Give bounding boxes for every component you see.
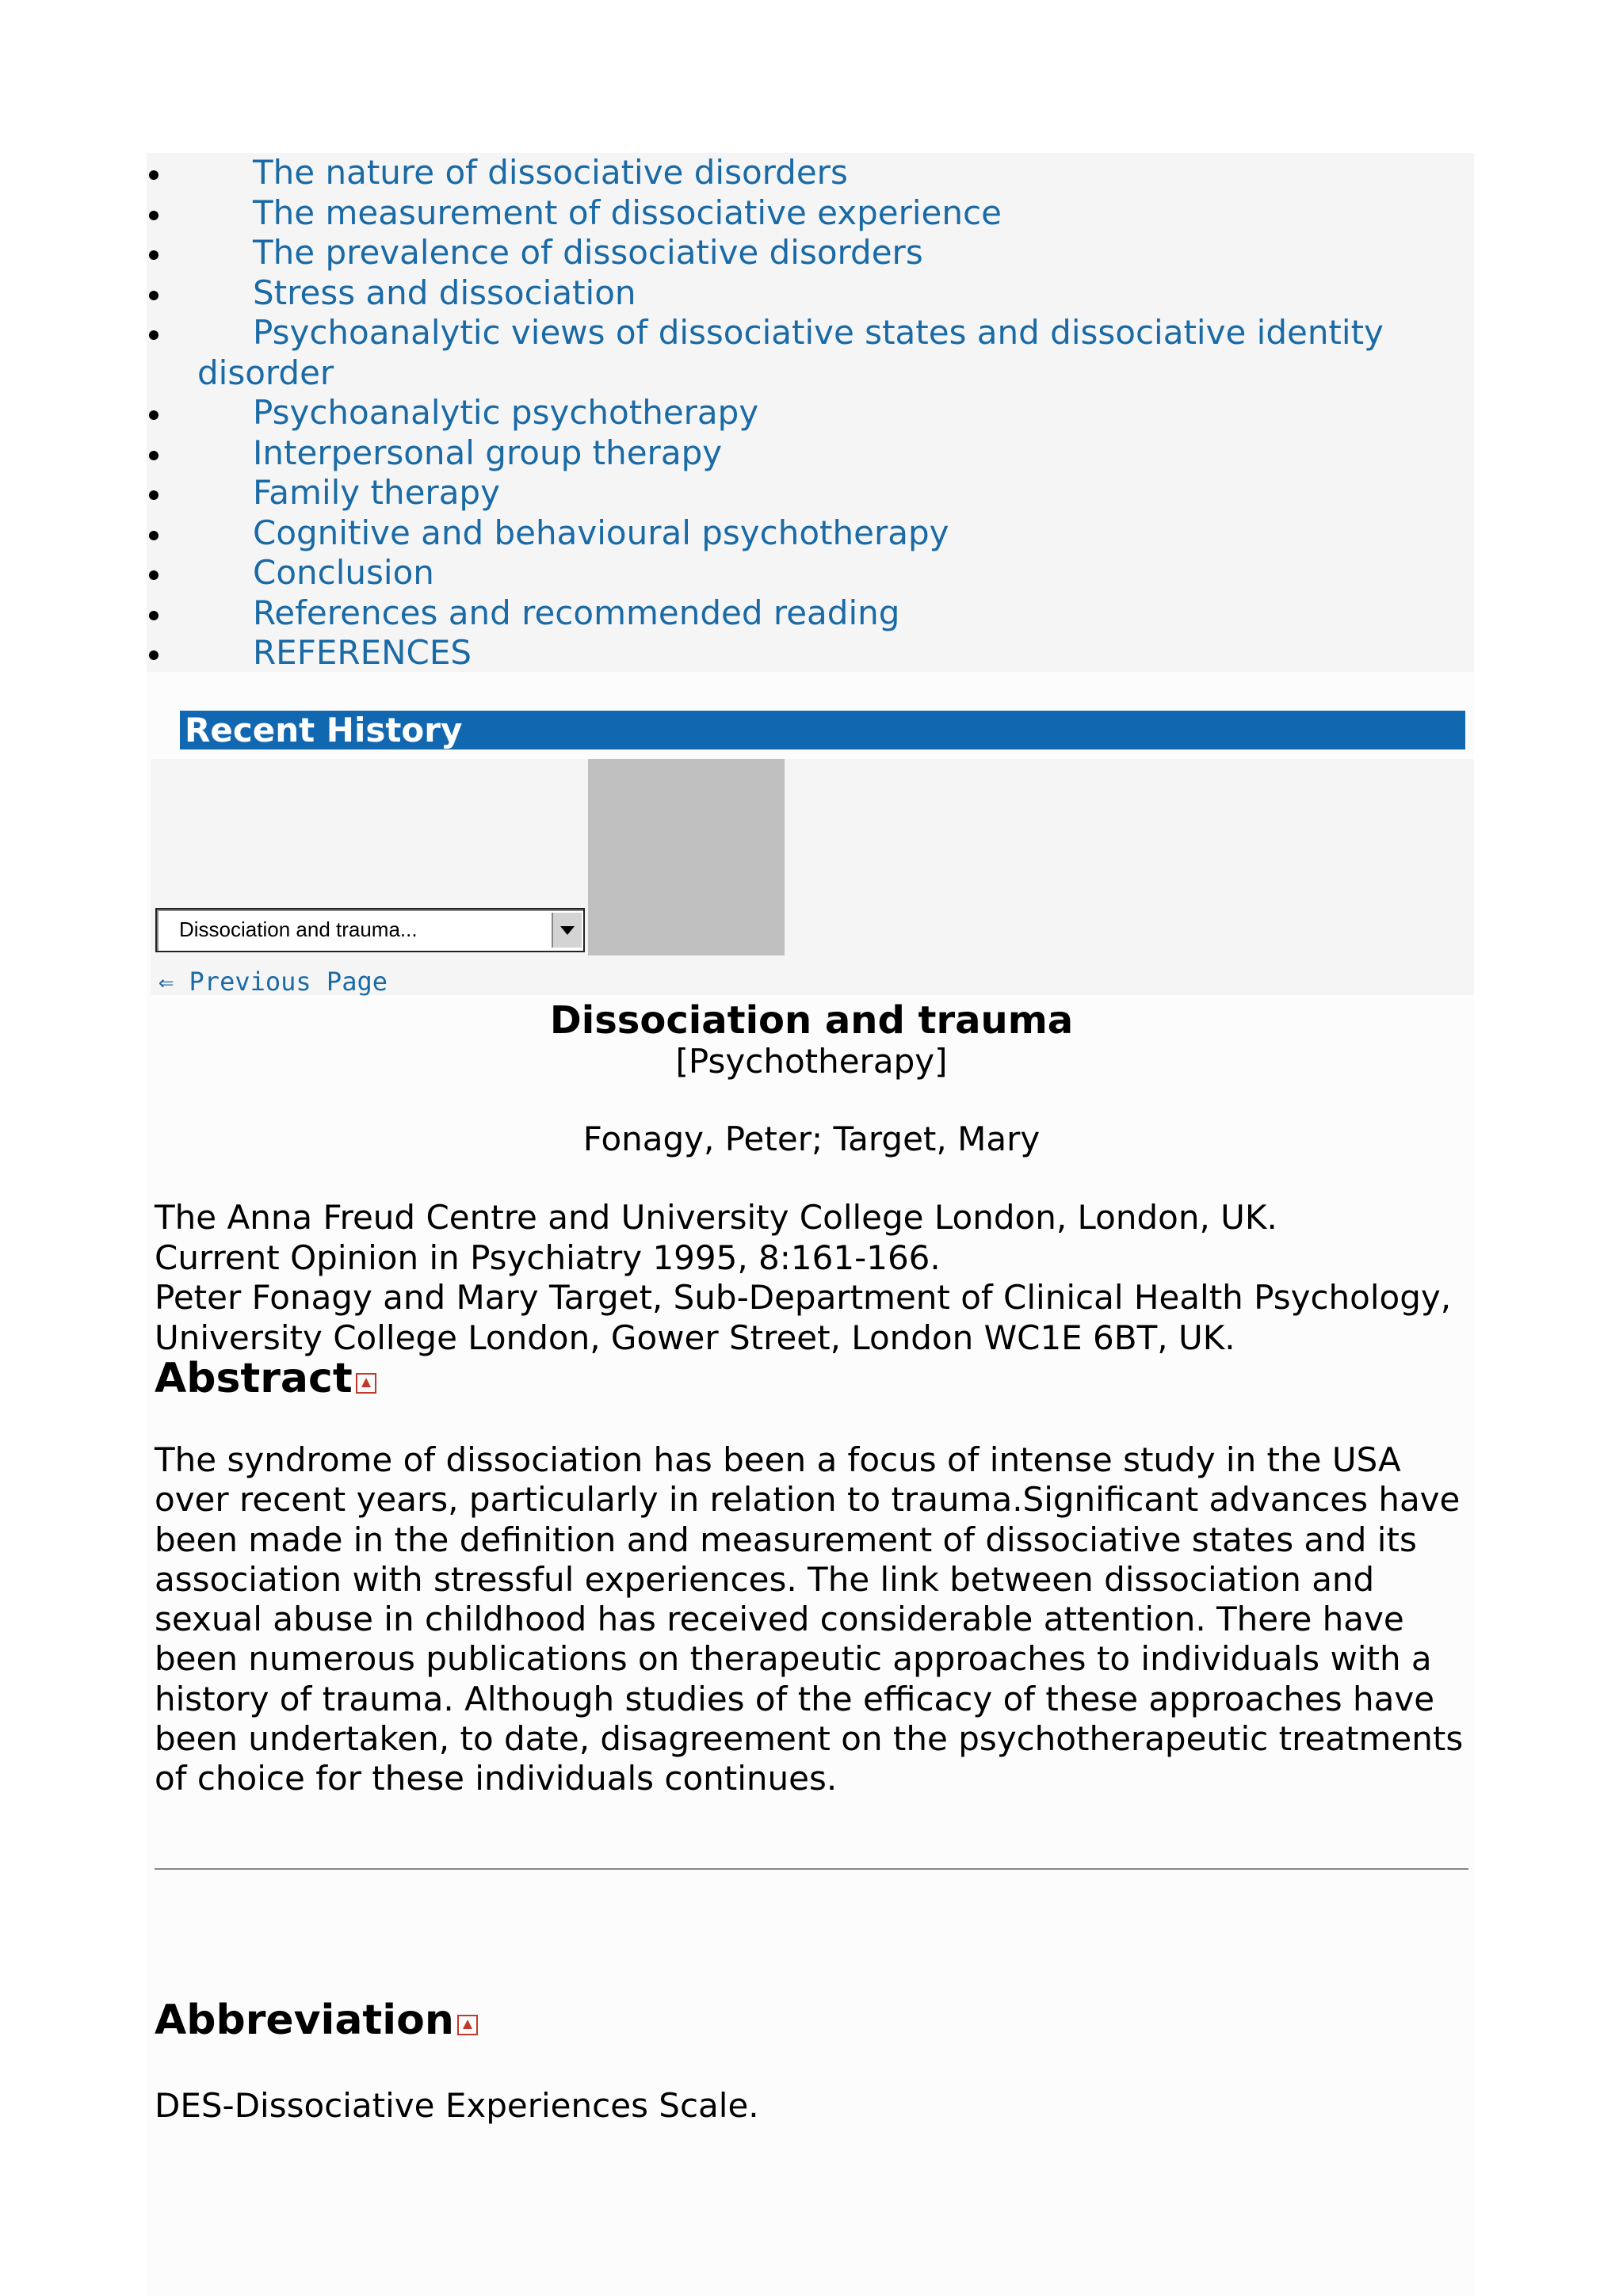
toc-item[interactable]: [147, 273, 1474, 314]
toc-link[interactable]: The nature of dissociative disorders: [253, 153, 848, 192]
abbreviation-heading-text: Abbreviation: [155, 1997, 454, 2044]
toc-link[interactable]: REFERENCES: [253, 633, 472, 672]
toc-link[interactable]: The prevalence of dissociative disorders: [253, 233, 923, 272]
toc-item[interactable]: [147, 473, 1474, 513]
chevron-down-icon[interactable]: [552, 913, 582, 948]
recent-history-panel: [151, 759, 1474, 995]
history-select-value: Dissociation and trauma...: [179, 917, 418, 941]
toc-link[interactable]: The measurement of dissociative experience: [253, 193, 1002, 232]
abbreviation-heading: [155, 1997, 478, 2044]
toc-link[interactable]: Stress and dissociation: [253, 273, 636, 312]
toc-link[interactable]: Family therapy: [253, 473, 500, 512]
affiliation-line: University College London, Gower Street, London WC1E 6BT, UK.: [155, 1318, 1235, 1357]
abstract-line: been numerous publications on therapeutic approaches to individuals with a: [155, 1639, 1432, 1679]
placeholder-image: [588, 759, 785, 955]
previous-page-link[interactable]: ⇐ Previous Page: [158, 967, 388, 997]
abstract-line: of choice for these individuals continues.: [155, 1759, 838, 1798]
abstract-line: sexual abuse in childhood has received considerable attention. There have: [155, 1600, 1404, 1639]
abstract-line: The syndrome of dissociation has been a focus of intense study in the USA: [155, 1440, 1401, 1479]
toc-link[interactable]: Psychoanalytic views of dissociative states and dissociative identity disorder: [197, 313, 1384, 392]
abstract-line: association with stressful experiences. The link between dissociation and: [155, 1559, 1375, 1599]
abstract-line: been undertaken, to date, disagreement on the psychotherapeutic treatments: [155, 1719, 1464, 1759]
toc-item[interactable]: [147, 513, 1474, 554]
abstract-line: history of trauma. Although studies of the efficacy of these approaches have: [155, 1679, 1435, 1718]
article-title: Dissociation and trauma: [549, 998, 1074, 1043]
toc-item[interactable]: [147, 553, 1474, 593]
toc-link[interactable]: References and recommended reading: [253, 593, 900, 632]
abstract-heading-text: Abstract: [155, 1355, 353, 1402]
article-subtitle: [Psychotherapy]: [675, 1042, 948, 1081]
affiliation-line: The Anna Freud Centre and University College London, London, UK.: [155, 1198, 1277, 1237]
abbreviation-text: DES-Dissociative Experiences Scale.: [155, 2086, 759, 2125]
toc-item[interactable]: [147, 433, 1474, 474]
toc-item[interactable]: [147, 633, 1474, 673]
toc-item[interactable]: [147, 393, 1474, 433]
back-to-top-icon[interactable]: [457, 2015, 478, 2035]
recent-history-header: Recent History: [180, 711, 1465, 749]
abstract-text: [155, 1440, 1502, 1799]
toc-link[interactable]: Conclusion: [253, 553, 434, 592]
back-to-top-icon[interactable]: [356, 1373, 376, 1394]
toc-item[interactable]: [147, 233, 1474, 273]
toc-item[interactable]: [147, 313, 1474, 393]
abstract-heading: [155, 1355, 376, 1402]
toc-link[interactable]: Cognitive and behavioural psychotherapy: [253, 513, 949, 552]
affiliation-line: Peter Fonagy and Mary Target, Sub-Department of Clinical Health Psychology,: [155, 1278, 1452, 1317]
toc-item[interactable]: [147, 593, 1474, 634]
abstract-line: been made in the definition and measurement of dissociative states and its: [155, 1520, 1417, 1559]
toc-item[interactable]: [147, 193, 1474, 234]
section-divider: [155, 1868, 1468, 1870]
affiliation-block: [155, 1198, 1451, 1358]
abstract-line: over recent years, particularly in relation to trauma.Significant advances have: [155, 1480, 1461, 1520]
table-of-contents: [147, 153, 1474, 672]
history-select[interactable]: [155, 908, 585, 952]
toc-item[interactable]: [147, 153, 1474, 193]
toc-link[interactable]: Interpersonal group therapy: [253, 433, 723, 472]
toc-link[interactable]: Psychoanalytic psychotherapy: [253, 393, 759, 432]
affiliation-line: Current Opinion in Psychiatry 1995, 8:161-166.: [155, 1238, 941, 1277]
article-authors: Fonagy, Peter; Target, Mary: [582, 1119, 1041, 1158]
